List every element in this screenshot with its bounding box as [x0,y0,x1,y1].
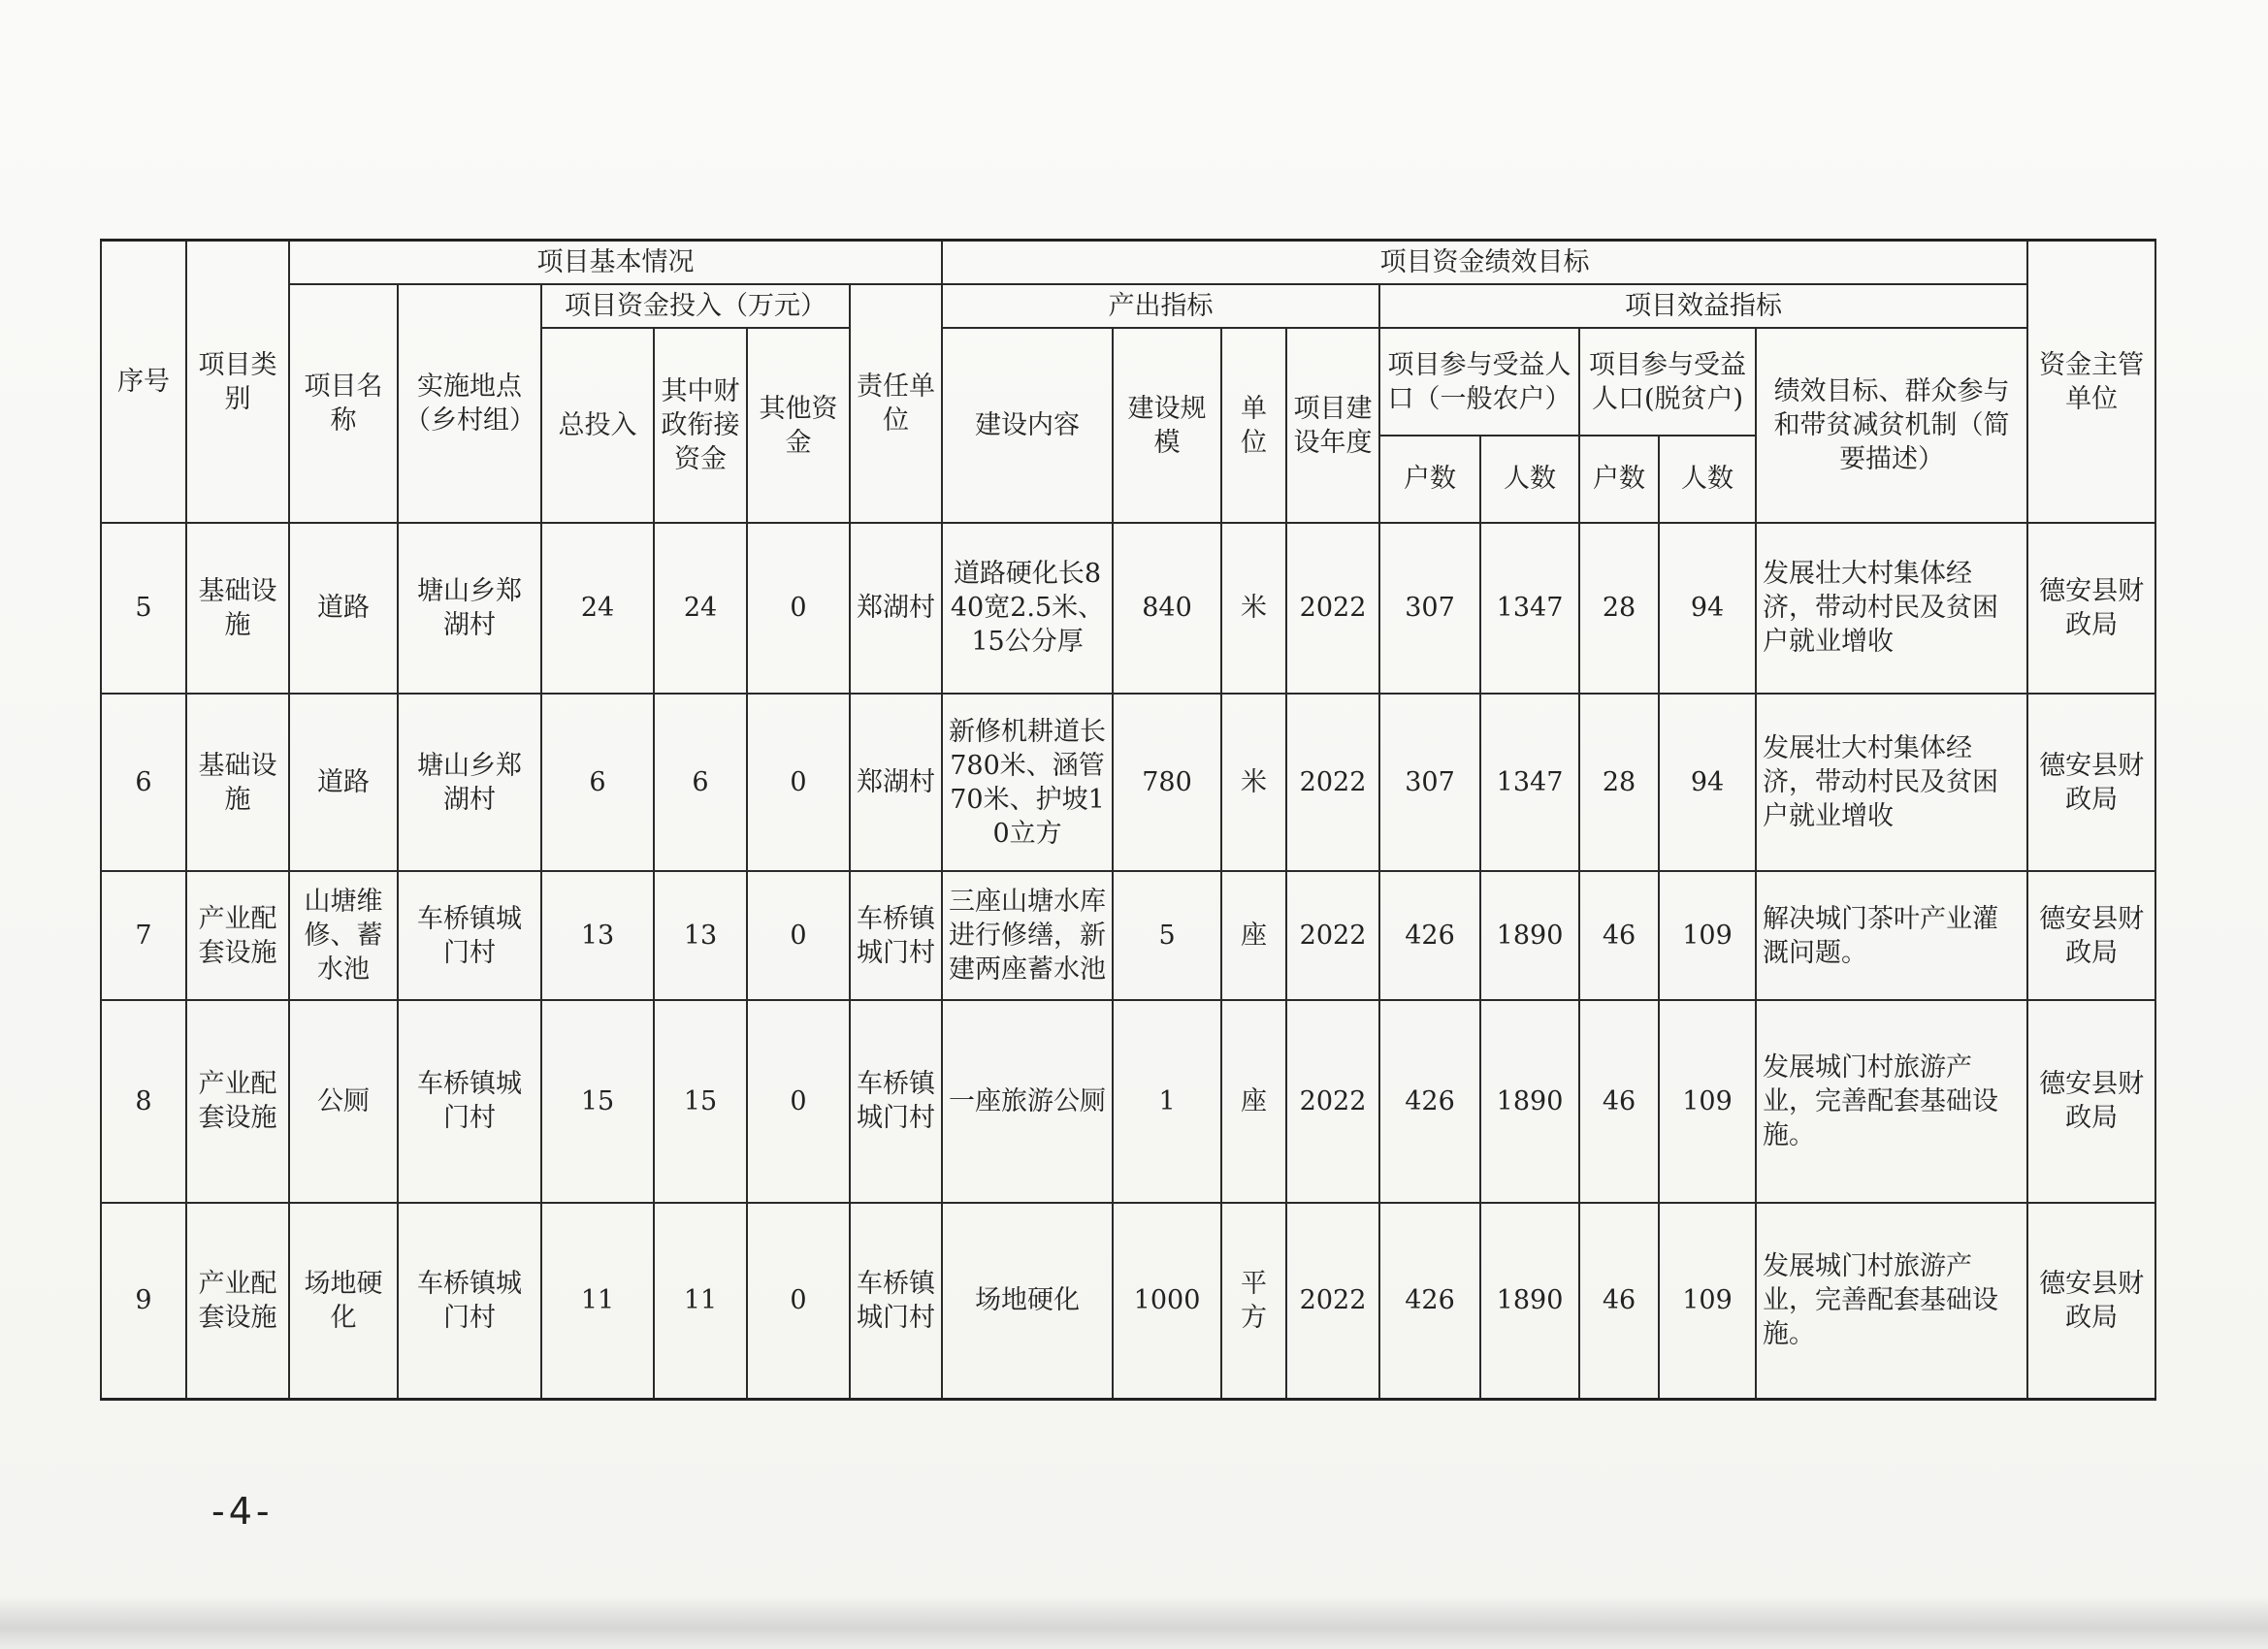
cell-goal: 发展城门村旅游产业，完善配套基础设施。 [1756,1000,2027,1203]
cell-goal: 发展壮大村集体经济，带动村民及贫困户就业增收 [1756,523,2027,694]
cell-total: 13 [541,871,654,999]
cell-content: 场地硬化 [942,1203,1113,1400]
cell-category: 基础设施 [186,694,289,872]
header-persons: 人数 [1480,436,1579,523]
table-row [101,523,2155,694]
table-row [101,694,2155,872]
cell-seq: 5 [101,523,186,694]
cell-scale: 1 [1113,1000,1221,1203]
header-households: 户数 [1379,436,1480,523]
cell-content: 一座旅游公厕 [942,1000,1113,1203]
cell-name: 道路 [289,523,398,694]
header-investment: 项目资金投入（万元） [541,284,850,328]
cell-authority: 德安县财政局 [2027,1203,2155,1400]
cell-poor-households: 46 [1579,871,1659,999]
header-content: 建设内容 [942,328,1113,523]
header-total: 总投入 [541,328,654,523]
cell-responsible: 车桥镇城门村 [850,1000,942,1203]
cell-general-persons: 1347 [1480,523,1579,694]
cell-scale: 780 [1113,694,1221,872]
cell-total: 15 [541,1000,654,1203]
cell-goal: 发展城门村旅游产业，完善配套基础设施。 [1756,1203,2027,1400]
cell-total: 6 [541,694,654,872]
cell-category: 产业配套设施 [186,1000,289,1203]
cell-poor-households: 28 [1579,523,1659,694]
cell-poor-persons: 94 [1659,523,1756,694]
header-persons-poor: 人数 [1659,436,1756,523]
cell-seq: 6 [101,694,186,872]
header-households-poor: 户数 [1579,436,1659,523]
cell-location: 塘山乡郑湖村 [398,694,541,872]
header-category: 项目类别 [186,241,289,524]
header-benefit: 项目效益指标 [1379,284,2027,328]
cell-name: 公厕 [289,1000,398,1203]
cell-total: 11 [541,1203,654,1400]
cell-year: 2022 [1286,694,1379,872]
cell-total: 24 [541,523,654,694]
cell-general-households: 426 [1379,1203,1480,1400]
cell-location: 车桥镇城门村 [398,1000,541,1203]
cell-year: 2022 [1286,1000,1379,1203]
header-scale: 建设规模 [1113,328,1221,523]
cell-scale: 5 [1113,871,1221,999]
cell-poor-persons: 109 [1659,871,1756,999]
table-row [101,1000,2155,1203]
page-number: -4- [211,1490,274,1533]
header-fiscal: 其中财政衔接资金 [654,328,747,523]
cell-fiscal: 6 [654,694,747,872]
cell-poor-persons: 109 [1659,1203,1756,1400]
cell-goal: 发展壮大村集体经济，带动村民及贫困户就业增收 [1756,694,2027,872]
cell-unit: 座 [1221,871,1286,999]
header-output: 产出指标 [942,284,1379,328]
cell-general-persons: 1890 [1480,1000,1579,1203]
cell-general-households: 307 [1379,694,1480,872]
cell-fiscal: 11 [654,1203,747,1400]
cell-authority: 德安县财政局 [2027,523,2155,694]
cell-authority: 德安县财政局 [2027,871,2155,999]
cell-poor-households: 46 [1579,1203,1659,1400]
cell-responsible: 郑湖村 [850,523,942,694]
header-seq: 序号 [101,241,186,524]
cell-category: 基础设施 [186,523,289,694]
project-table [100,239,2156,1401]
cell-general-persons: 1347 [1480,694,1579,872]
header-pop-general: 项目参与受益人口（一般农户） [1379,328,1579,435]
cell-general-households: 426 [1379,871,1480,999]
cell-name: 场地硬化 [289,1203,398,1400]
cell-responsible: 车桥镇城门村 [850,1203,942,1400]
header-project-name: 项目名称 [289,284,398,523]
cell-other: 0 [747,1203,850,1400]
cell-general-households: 426 [1379,1000,1480,1203]
header-location: 实施地点（乡村组） [398,284,541,523]
header-authority: 资金主管单位 [2027,241,2155,524]
cell-year: 2022 [1286,523,1379,694]
cell-year: 2022 [1286,1203,1379,1400]
cell-year: 2022 [1286,871,1379,999]
cell-scale: 1000 [1113,1203,1221,1400]
cell-general-households: 307 [1379,523,1480,694]
cell-unit: 米 [1221,694,1286,872]
header-basic-info: 项目基本情况 [289,241,942,285]
cell-seq: 8 [101,1000,186,1203]
cell-poor-households: 28 [1579,694,1659,872]
table-row [101,1203,2155,1400]
cell-responsible: 车桥镇城门村 [850,871,942,999]
cell-other: 0 [747,694,850,872]
header-goal-desc: 绩效目标、群众参与和带贫减贫机制（简要描述） [1756,328,2027,523]
cell-general-persons: 1890 [1480,1203,1579,1400]
cell-general-persons: 1890 [1480,871,1579,999]
table-row [101,871,2155,999]
header-year: 项目建设年度 [1286,328,1379,523]
cell-unit: 座 [1221,1000,1286,1203]
header-unit: 单位 [1221,328,1286,523]
cell-unit: 米 [1221,523,1286,694]
cell-poor-households: 46 [1579,1000,1659,1203]
cell-seq: 9 [101,1203,186,1400]
cell-goal: 解决城门茶叶产业灌溉问题。 [1756,871,2027,999]
cell-location: 车桥镇城门村 [398,871,541,999]
cell-authority: 德安县财政局 [2027,694,2155,872]
header-other: 其他资金 [747,328,850,523]
cell-fiscal: 24 [654,523,747,694]
scan-bottom-edge [0,1596,2268,1649]
cell-poor-persons: 109 [1659,1000,1756,1203]
header-responsible: 责任单位 [850,284,942,523]
cell-content: 三座山塘水库进行修缮，新建两座蓄水池 [942,871,1113,999]
cell-location: 车桥镇城门村 [398,1203,541,1400]
cell-name: 山塘维修、蓄水池 [289,871,398,999]
cell-other: 0 [747,1000,850,1203]
cell-responsible: 郑湖村 [850,694,942,872]
cell-fiscal: 15 [654,1000,747,1203]
header-pop-poor: 项目参与受益人口(脱贫户) [1579,328,1756,435]
cell-category: 产业配套设施 [186,1203,289,1400]
cell-content: 道路硬化长840宽2.5米、15公分厚 [942,523,1113,694]
cell-other: 0 [747,871,850,999]
cell-content: 新修机耕道长780米、涵管70米、护坡10立方 [942,694,1113,872]
cell-location: 塘山乡郑湖村 [398,523,541,694]
cell-other: 0 [747,523,850,694]
cell-unit: 平方 [1221,1203,1286,1400]
cell-poor-persons: 94 [1659,694,1756,872]
cell-seq: 7 [101,871,186,999]
cell-authority: 德安县财政局 [2027,1000,2155,1203]
cell-fiscal: 13 [654,871,747,999]
cell-scale: 840 [1113,523,1221,694]
cell-name: 道路 [289,694,398,872]
header-performance-goals: 项目资金绩效目标 [942,241,2027,285]
cell-category: 产业配套设施 [186,871,289,999]
